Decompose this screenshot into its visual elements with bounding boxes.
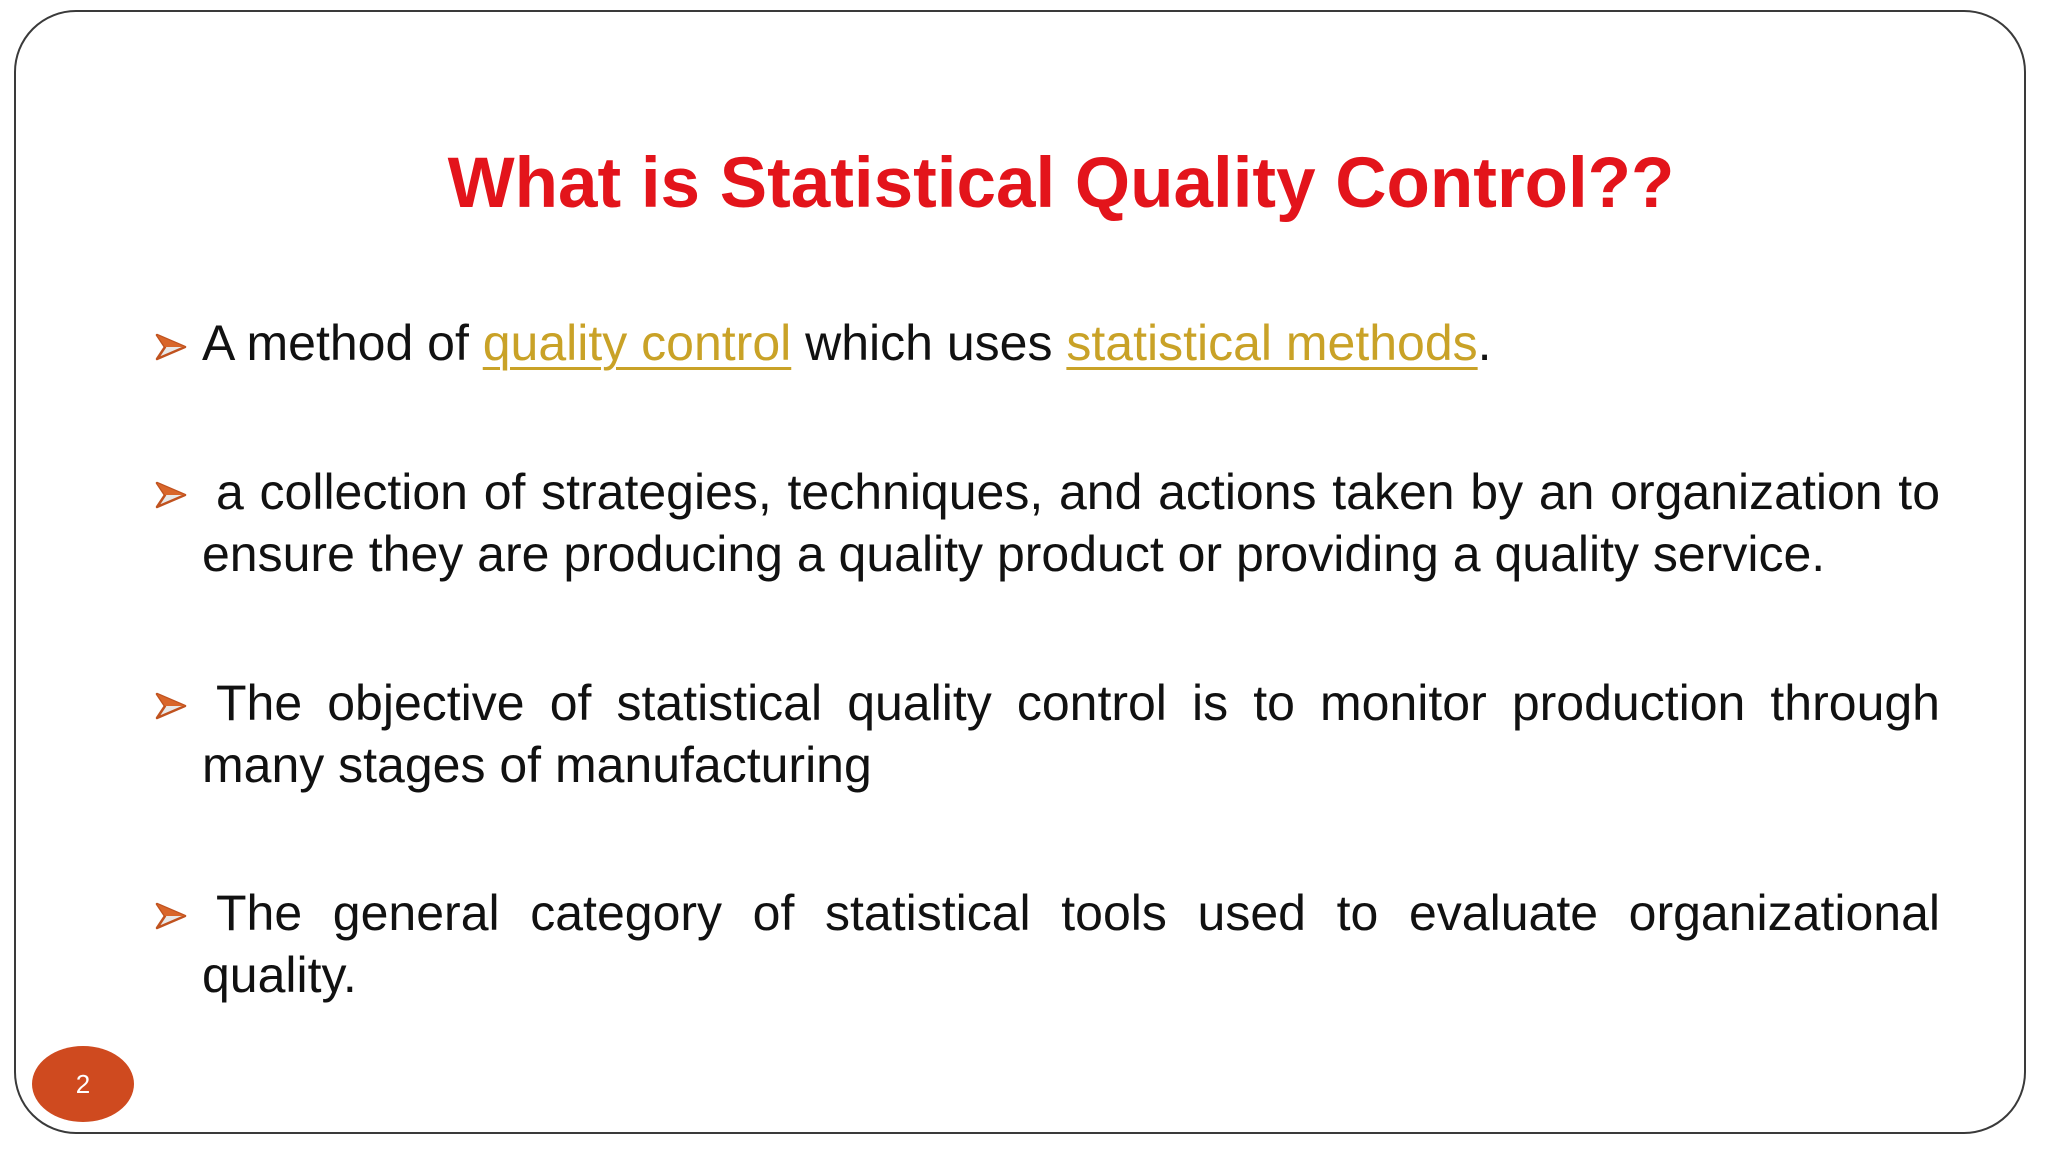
page-number-badge: 2 <box>32 1046 134 1122</box>
quality-control-link[interactable]: quality control <box>482 315 792 371</box>
arrowhead-bullet-icon <box>154 478 188 512</box>
arrowhead-bullet-icon <box>154 689 188 723</box>
bullet-4: The general category of statistical tools used to evaluate organizational quality. <box>202 885 1940 1003</box>
arrowhead-bullet-icon <box>154 330 188 364</box>
slide-title: What is Statistical Quality Control?? <box>447 144 1675 223</box>
statistical-methods-link[interactable]: statistical methods <box>1066 315 1478 371</box>
bullet-3: The objective of statistical quality control is to monitor production through many stages of manufacturing <box>202 675 1940 793</box>
bullet-1 <box>202 312 1940 374</box>
bullet-1-suffix: . <box>1477 315 1492 371</box>
bullet-2: a collection of strategies, techniques, and actions taken by an organization to ensure they are producing a quality product or providing a quality service. <box>202 464 1940 582</box>
bullet-1-prefix: A method of <box>202 315 483 371</box>
bullet-1-middle: which uses <box>791 315 1067 371</box>
arrowhead-bullet-icon <box>154 899 188 933</box>
